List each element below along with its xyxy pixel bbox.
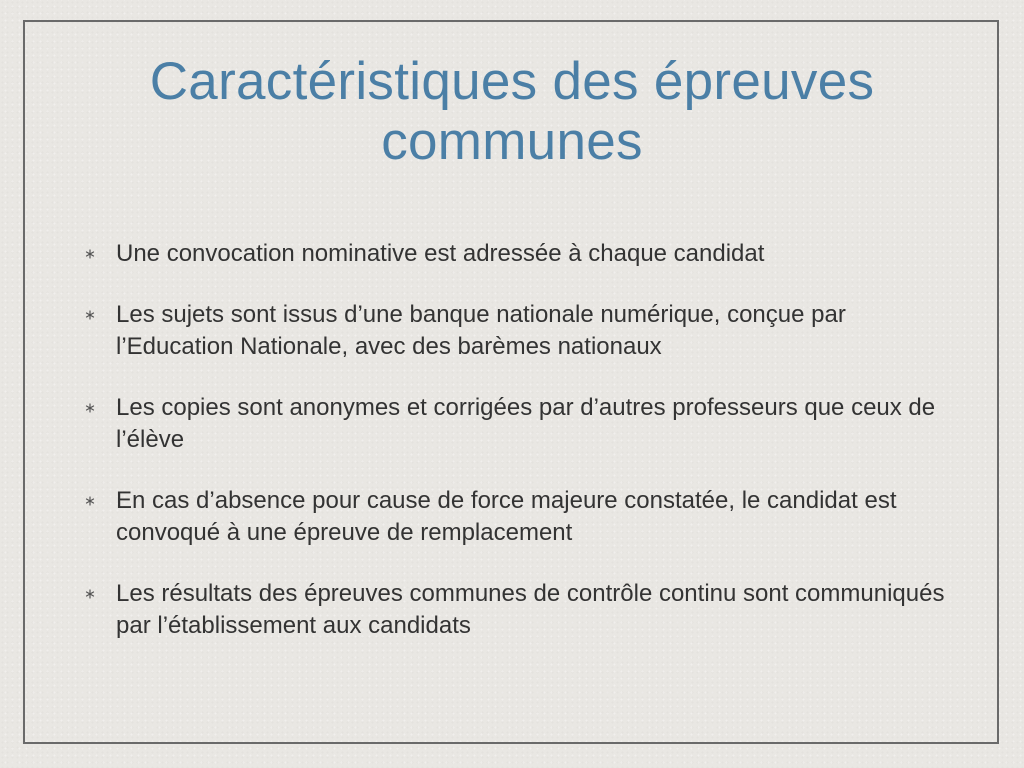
bullet-text: Une convocation nominative est adressée à chaque candidat — [116, 240, 765, 267]
bullet-text: En cas d’absence pour cause de force majeure constatée, le candidat est convoqué à une épreuve de remplacement — [116, 487, 897, 546]
asterisk-bullet-icon — [83, 247, 97, 261]
asterisk-bullet-icon — [83, 308, 97, 322]
asterisk-bullet-icon — [83, 494, 97, 508]
list-item — [83, 299, 963, 363]
slide-title-line-1: Caractéristiques des épreuves — [149, 52, 875, 111]
asterisk-bullet-icon — [83, 587, 97, 601]
list-item — [83, 485, 963, 549]
bullet-list — [83, 238, 963, 671]
slide-title-line-2: communes — [381, 112, 643, 171]
asterisk-bullet-icon — [83, 401, 97, 415]
list-item — [83, 238, 963, 270]
bullet-text: Les copies sont anonymes et corrigées par d’autres professeurs que ceux de l’élève — [116, 394, 936, 453]
bullet-text: Les résultats des épreuves communes de contrôle continu sont communiqués par l’établissement aux candidats — [116, 580, 945, 639]
bullet-text: Les sujets sont issus d’une banque nationale numérique, conçue par l’Education Nationale, avec des barèmes nationaux — [116, 301, 846, 360]
slide-title — [60, 52, 964, 172]
list-item — [83, 392, 963, 456]
list-item — [83, 578, 963, 642]
